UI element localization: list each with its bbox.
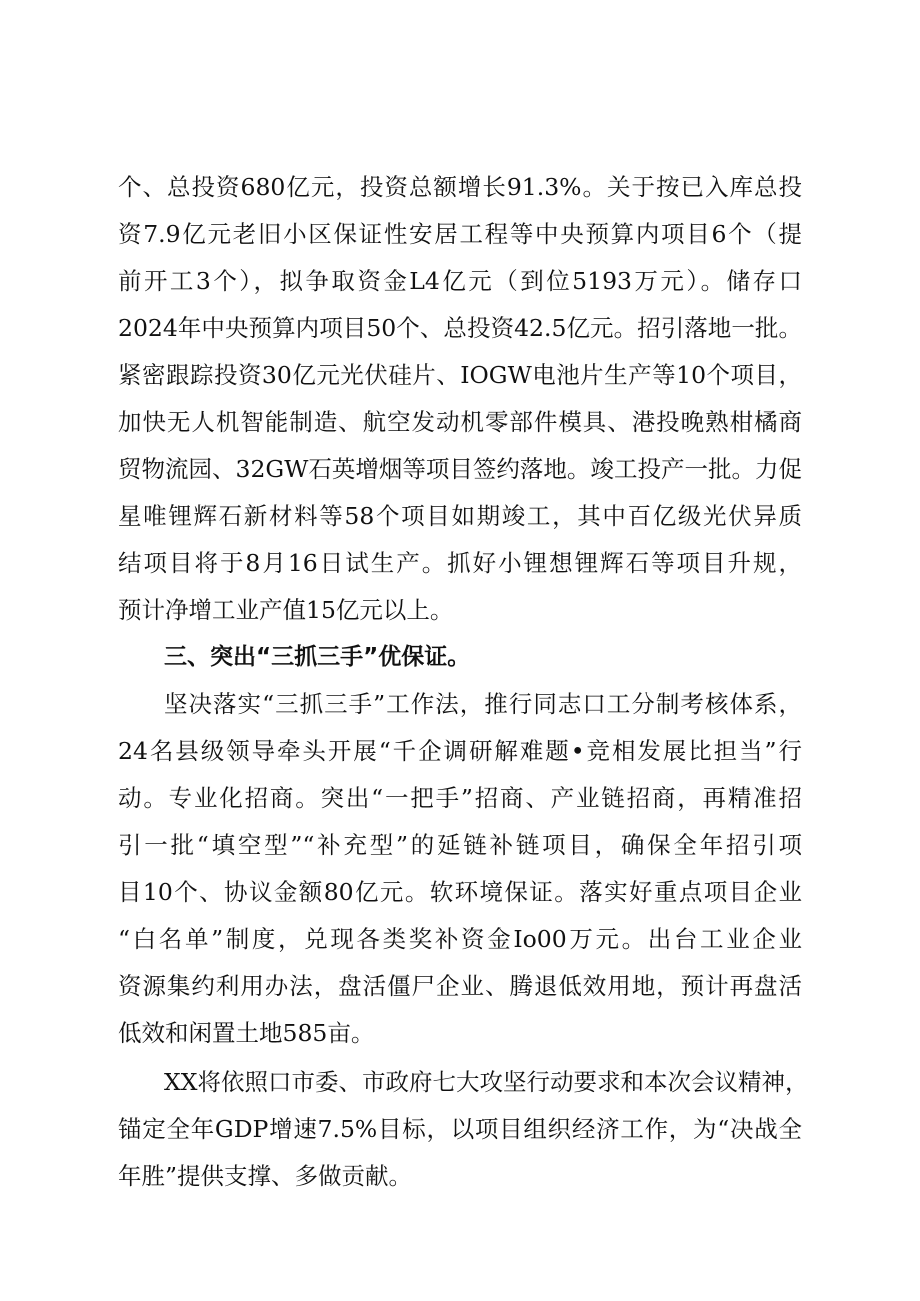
paragraph-2-line-8: 低效和闲置土地585亩。: [118, 1019, 375, 1047]
paragraph-2-line-2: 24名县级领导牵头开展“千企调研解难题•竞相发展比担当”行: [118, 737, 802, 765]
paragraph-1-line-6: 加快无人机智能制造、航空发动机零部件模具、港投晚熟柑橘商: [118, 408, 802, 436]
paragraph-1-line-2: 资7.9亿元老旧小区保证性安居工程等中央预算内项目6个（提: [118, 220, 802, 248]
paragraph-1-line-9: 结项目将于8月16日试生产。抓好小锂想锂辉石等项目升规，: [118, 549, 802, 577]
paragraph-1-line-4: 2024年中央预算内项目50个、总投资42.5亿元。招引落地一批。: [118, 314, 802, 342]
paragraph-1-line-8: 星唯锂辉石新材料等58个项目如期竣工，其中百亿级光伏异质: [118, 502, 802, 530]
paragraph-1-line-5: 紧密跟踪投资30亿元光伏硅片、IOGW电池片生产等10个项目，: [118, 361, 802, 389]
paragraph-2-line-5: 目10个、协议金额80亿元。软环境保证。落实好重点项目企业: [118, 878, 802, 906]
paragraph-2-line-6: “白名单”制度，兑现各类奖补资金Io00万元。出台工业企业: [118, 925, 802, 953]
paragraph-2-line-3: 动。专业化招商。突出“一把手”招商、产业链招商，再精准招: [118, 784, 802, 812]
paragraph-1-line-7: 贸物流园、32GW石英增烟等项目签约落地。竣工投产一批。力促: [118, 455, 802, 483]
paragraph-3-line-2: 锚定全年GDP增速7.5%目标，以项目组织经济工作，为“决战全: [118, 1115, 802, 1143]
paragraph-3-line-1: XX将依照口市委、市政府七大攻坚行动要求和本次会议精神，: [164, 1068, 809, 1096]
paragraph-2-line-4: 引一批“填空型”“补充型”的延链补链项目，确保全年招引项: [118, 831, 802, 859]
paragraph-1-line-3: 前开工3个），拟争取资金L4亿元（到位5193万元）。储存口: [118, 267, 802, 295]
paragraph-2-line-1: 坚决落实“三抓三手”工作法，推行同志口工分制考核体系，: [164, 690, 802, 718]
paragraph-1-line-1: 个、总投资680亿元，投资总额增长91.3%。关于按已入库总投: [118, 173, 802, 201]
paragraph-1-line-10: 预计净增工业产值15亿元以上。: [118, 596, 454, 624]
paragraph-2-line-7: 资源集约利用办法，盘活僵尸企业、腾退低效用地，预计再盘活: [118, 972, 802, 1000]
paragraph-3-line-3: 年胜”提供支撑、多做贡献。: [118, 1162, 413, 1190]
section-heading: 三、突出“三抓三手”优保证。: [164, 644, 471, 670]
